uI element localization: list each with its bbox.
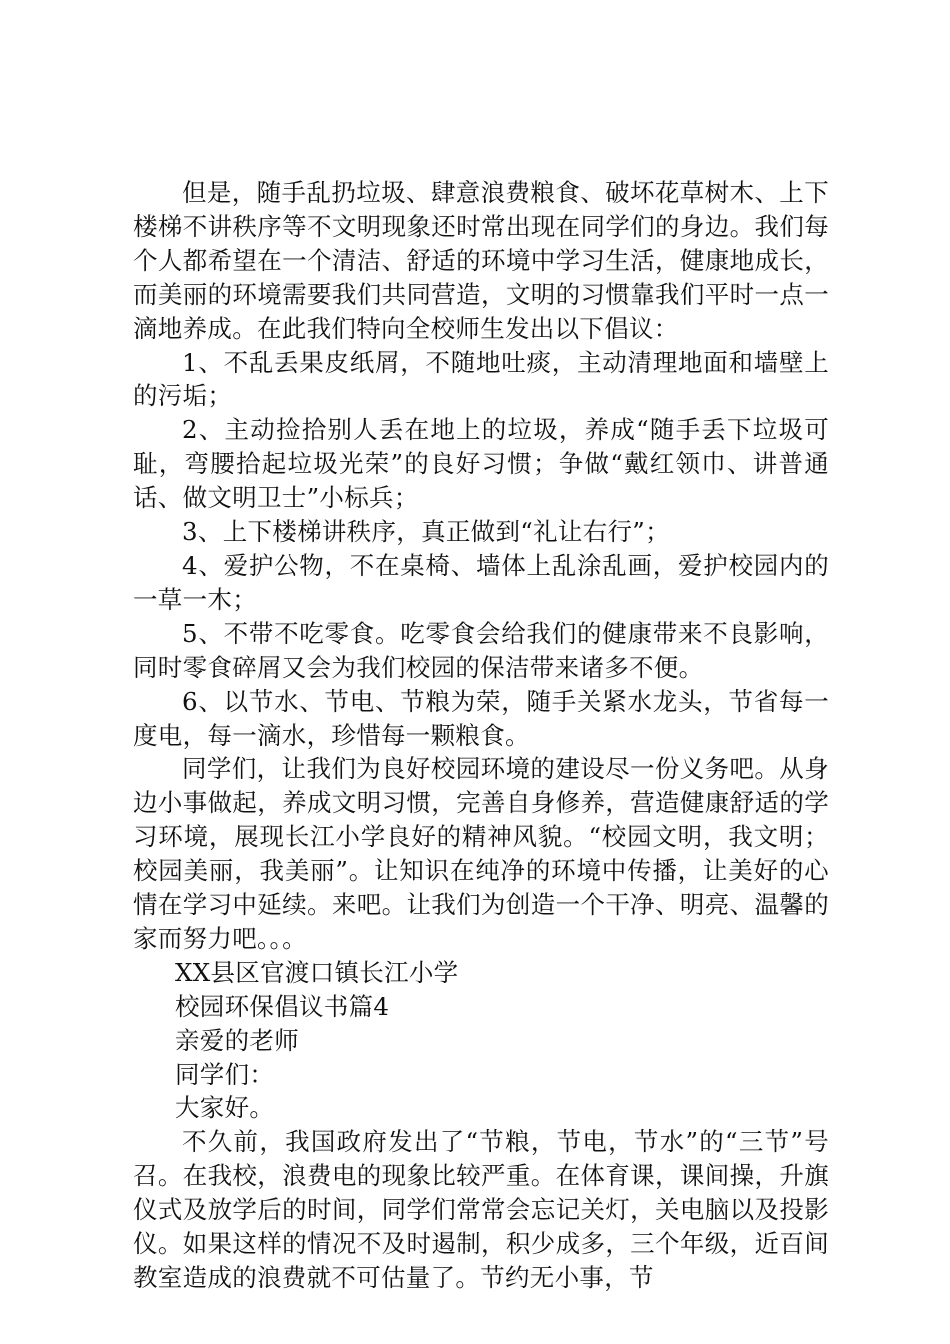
salutation-students: 同学们： xyxy=(175,1059,275,1089)
signature-school: XX县区官渡口镇长江小学 xyxy=(175,957,459,987)
greeting: 大家好。 xyxy=(175,1093,275,1123)
proposal-item-1: 1、不乱丢果皮纸屑，不随地吐痰，主动清理地面和墙壁上的污垢； xyxy=(133,347,829,411)
paragraph-closing: 同学们，让我们为良好校园环境的建设尽一份义务吧。从身边小事做起，养成文明习惯，完善自身修养，营造健康舒适的学习环境，展现长江小学良好的精神风貌。“校园文明，我文明；校园美丽，我美丽”。让知识在纯净的环境中传播，让美好的心情在学习中延续。来吧。让我们为创造一个干净、明亮、温馨的家而努力吧。。。 xyxy=(133,754,829,953)
proposal-item-4: 4、爱护公物，不在桌椅、墙体上乱涂乱画，爱护校园内的一草一木； xyxy=(133,550,829,614)
paragraph-intro: 但是，随手乱扔垃圾、肆意浪费粮食、破坏花草树木、上下楼梯不讲秩序等不文明现象还时常出现在同学们的身边。我们每个人都希望在一个清洁、舒适的环境中学习生活，健康地成长，而美丽的环境需要我们共同营造，文明的习惯靠我们平时一点一滴地养成。在此我们特向全校师生发出以下倡议： xyxy=(133,178,829,343)
paragraph-body: 不久前，我国政府发出了“节粮，节电，节水”的“三节”号召。在我校，浪费电的现象比较严重。在体育课，课间操，升旗仪式及放学后的时间，同学们常常会忘记关灯，关电脑以及投影仪。如果这样的情况不及时遏制，积少成多，三个年级，近百间教室造成的浪费就不可估量了。节约无小事，节 xyxy=(133,1127,829,1292)
proposal-item-5: 5、不带不吃零食。吃零食会给我们的健康带来不良影响，同时零食碎屑又会为我们校园的保洁带来诸多不便。 xyxy=(133,618,829,682)
proposal-item-3: 3、上下楼梯讲秩序，真正做到“礼让右行”； xyxy=(182,517,670,547)
proposal-item-6: 6、以节水、节电、节粮为荣，随手关紧水龙头，节省每一度电，每一滴水，珍惜每一颗粮食。 xyxy=(133,686,829,750)
section-heading: 校园环保倡议书篇4 xyxy=(175,991,390,1021)
salutation-teachers: 亲爱的老师 xyxy=(175,1025,299,1055)
document-page xyxy=(133,176,829,1295)
proposal-item-2: 2、主动捡拾别人丢在地上的垃圾，养成“随手丢下垃圾可耻，弯腰拾起垃圾光荣”的良好习惯；争做“戴红领巾、讲普通话、做文明卫士”小标兵； xyxy=(133,415,829,513)
